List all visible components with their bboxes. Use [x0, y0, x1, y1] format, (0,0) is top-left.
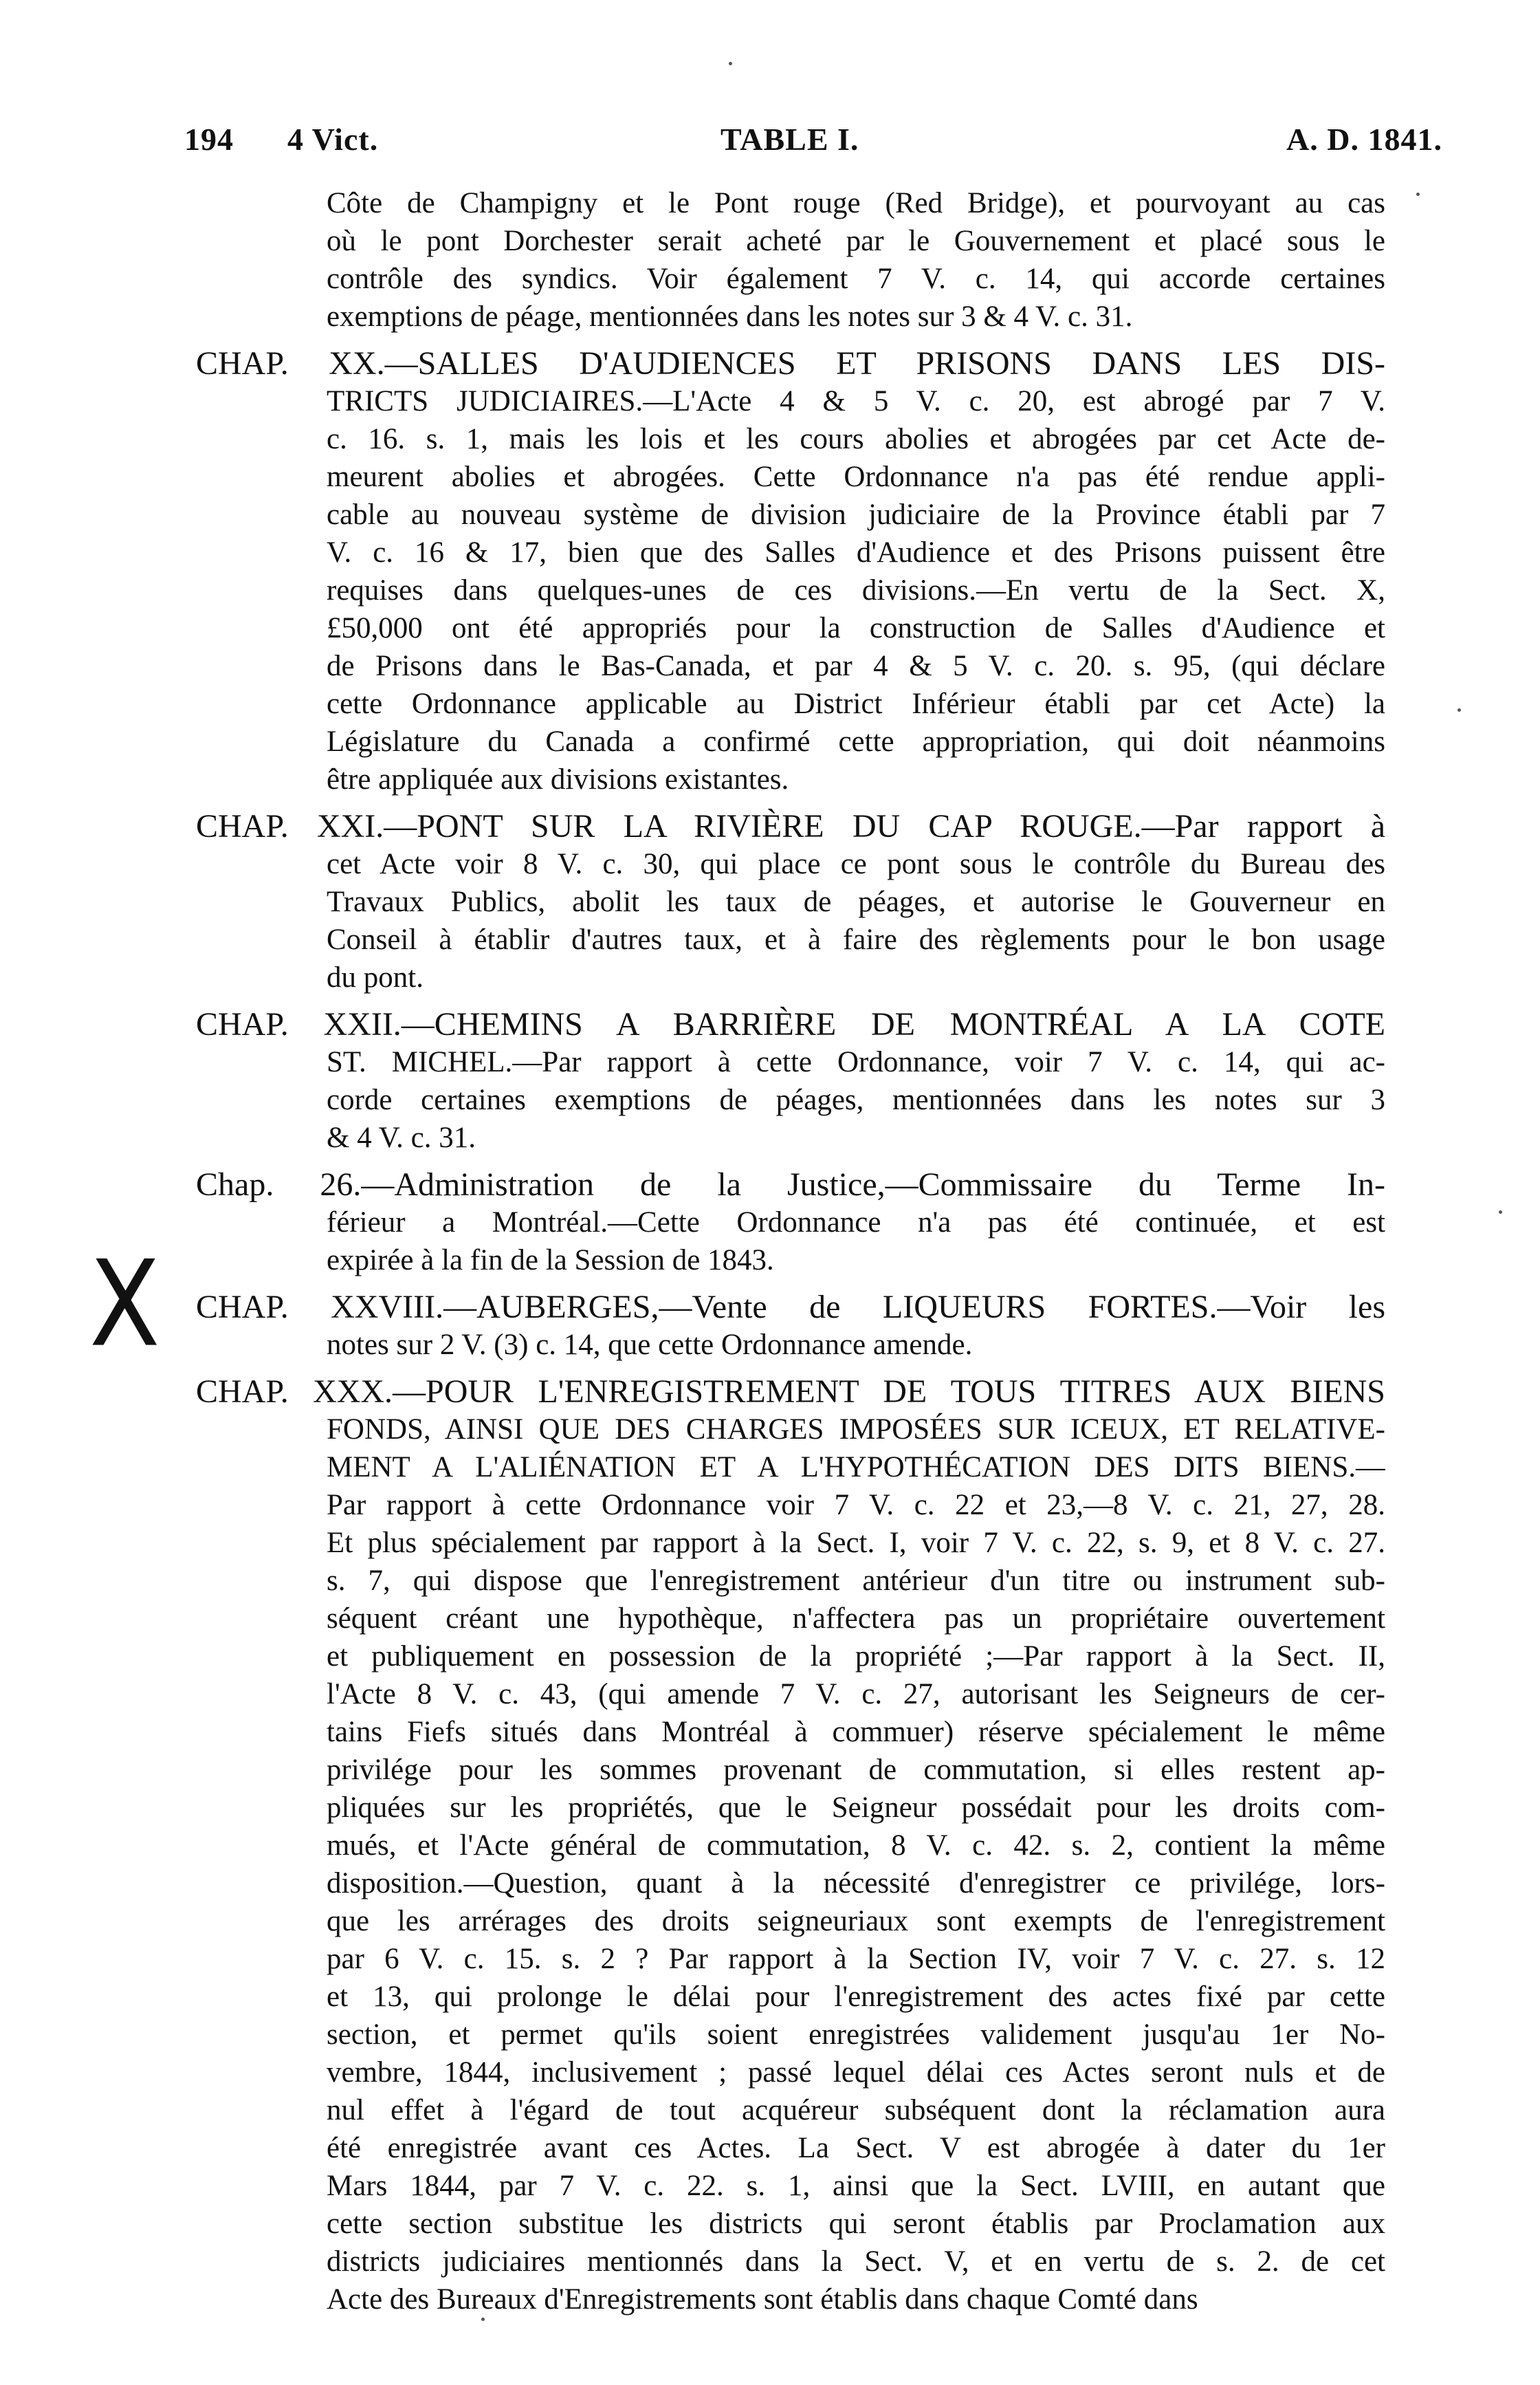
text-line: expirée à la fin de la Session de 1843.: [327, 1244, 774, 1276]
text-line: disposition.—Question, quant à la nécessité d'enregistrer ce privilége, lors-: [327, 1867, 1385, 1899]
text-line: férieur a Montréal.—Cette Ordonnance n'a pas été continuée, et est: [327, 1206, 1385, 1239]
text-line: privilége pour les sommes provenant de commutation, si elles restent ap-: [327, 1754, 1385, 1786]
text-line: tains Fiefs situés dans Montréal à commuer) réserve spécialement le même: [327, 1716, 1385, 1748]
text-line: notes sur 2 V. (3) c. 14, que cette Ordonnance amende.: [327, 1329, 973, 1361]
year-label: A. D. 1841.: [1286, 122, 1442, 157]
text-line: Mars 1844, par 7 V. c. 22. s. 1, ainsi que la Sect. LVIII, en autant que: [327, 2170, 1385, 2202]
chapter-entry: [0, 1166, 1540, 1279]
text-line: requises dans quelques-unes de ces divisions.—En vertu de la Sect. X,: [327, 574, 1385, 607]
text-line: CHAP. XXII.—CHEMINS A BARRIÈRE DE MONTRÉAL A LA COTE: [196, 1006, 1385, 1043]
text-line: Travaux Publics, abolit les taux de péages, et autorise le Gouverneur en: [327, 886, 1385, 918]
text-line: du pont.: [327, 961, 424, 994]
text-line: cet Acte voir 8 V. c. 30, qui place ce pont sous le contrôle du Bureau des: [327, 848, 1385, 880]
text-line: cable au nouveau système de division judiciaire de la Province établi par 7: [327, 499, 1385, 531]
text-line: Chap. 26.—Administration de la Justice,—Commissaire du Terme In-: [196, 1166, 1385, 1203]
text-line: districts judiciaires mentionnés dans la Sect. V, et en vertu de s. 2. de cet: [327, 2245, 1385, 2278]
text-line: meurent abolies et abrogées. Cette Ordonnance n'a pas été rendue appli-: [327, 461, 1385, 493]
scan-speck: [481, 2318, 485, 2321]
text-line: CHAP. XXX.—POUR L'ENREGISTREMENT DE TOUS TITRES AUX BIENS: [196, 1373, 1385, 1410]
text-line: cette Ordonnance applicable au District Inférieur établi par cet Acte) la: [327, 688, 1385, 720]
text-line: c. 16. s. 1, mais les lois et les cours abolies et abrogées par cet Acte de-: [327, 423, 1385, 455]
text-line: CHAP. XXVIII.—AUBERGES,—Vente de LIQUEURS FORTES.—Voir les: [196, 1289, 1385, 1325]
text-line: corde certaines exemptions de péages, mentionnées dans les notes sur 3: [327, 1084, 1385, 1116]
text-line: Par rapport à cette Ordonnance voir 7 V. c. 22 et 23,—8 V. c. 21, 27, 28.: [327, 1489, 1385, 1521]
text-line: TRICTS JUDICIAIRES.—L'Acte 4 & 5 V. c. 20, est abrogé par 7 V.: [327, 385, 1385, 417]
text-line: section, et permet qu'ils soient enregistrées validement jusqu'au 1er No-: [327, 2018, 1385, 2051]
text-line: par 6 V. c. 15. s. 2 ? Par rapport à la Section IV, voir 7 V. c. 27. s. 12: [327, 1943, 1385, 1975]
text-line: CHAP. XX.—SALLES D'AUDIENCES ET PRISONS DANS LES DIS-: [196, 345, 1385, 382]
text-line: l'Acte 8 V. c. 43, (qui amende 7 V. c. 27, autorisant les Seigneurs de cer-: [327, 1678, 1385, 1710]
text-line: £50,000 ont été appropriés pour la construction de Salles d'Audience et: [327, 612, 1385, 644]
text-line: séquent créant une hypothèque, n'affectera pas un propriétaire ouvertement: [327, 1602, 1385, 1635]
text-line: où le pont Dorchester serait acheté par le Gouvernement et placé sous le: [327, 225, 1385, 257]
text-line: FONDS, AINSI QUE DES CHARGES IMPOSÉES SUR ICEUX, ET RELATIVE-: [327, 1413, 1385, 1446]
text-line: CHAP. XXI.—PONT SUR LA RIVIÈRE DU CAP ROUGE.—Par rapport à: [196, 808, 1385, 845]
text-line: Législature du Canada a confirmé cette appropriation, qui doit néanmoins: [327, 726, 1385, 758]
text-line: que les arrérages des droits seigneuriaux sont exempts de l'enregistrement: [327, 1905, 1385, 1937]
chapter-entry: [0, 807, 1540, 997]
text-line: mués, et l'Acte général de commutation, 8 V. c. 42. s. 2, contient la même: [327, 1829, 1385, 1862]
chapter-entry: [0, 345, 1540, 798]
continued-paragraph: [0, 184, 1540, 336]
text-line: nul effet à l'égard de tout acquéreur subséquent dont la réclamation aura: [327, 2094, 1385, 2126]
chapter-entry: [0, 1288, 1540, 1364]
scan-speck: [1416, 193, 1420, 196]
text-line: MENT A L'ALIÉNATION ET A L'HYPOTHÉCATION DES DITS BIENS.—: [327, 1451, 1385, 1483]
text-line: Conseil à établir d'autres taux, et à faire des règlements pour le bon usage: [327, 924, 1385, 956]
text-line: été enregistrée avant ces Actes. La Sect. V est abrogée à dater du 1er: [327, 2132, 1385, 2164]
chapter-entry: [0, 1005, 1540, 1157]
text-line: et 13, qui prolonge le délai pour l'enregistrement des actes fixé par cette: [327, 1981, 1385, 2013]
text-line: s. 7, qui dispose que l'enregistrement antérieur d'un titre ou instrument sub-: [327, 1565, 1385, 1597]
text-line: Côte de Champigny et le Pont rouge (Red Bridge), et pourvoyant au cas: [327, 187, 1385, 219]
text-line: être appliquée aux divisions existantes.: [327, 763, 789, 796]
text-line: pliquées sur les propriétés, que le Seigneur possédait pour les droits com-: [327, 1792, 1385, 1824]
text-line: cette section substitue les districts qui seront établis par Proclamation aux: [327, 2208, 1385, 2240]
page-header: [184, 121, 1442, 169]
scan-speck: [1499, 1210, 1502, 1214]
page-number: 194: [184, 122, 234, 157]
text-line: de Prisons dans le Bas-Canada, et par 4 & 5 V. c. 20. s. 95, (qui déclare: [327, 650, 1385, 682]
scan-speck: [1458, 708, 1461, 712]
text-line: vembre, 1844, inclusivement ; passé lequel délai ces Actes seront nuls et de: [327, 2056, 1385, 2089]
margin-annotation: X: [89, 1235, 160, 1374]
text-line: ST. MICHEL.—Par rapport à cette Ordonnance, voir 7 V. c. 14, qui ac-: [327, 1046, 1385, 1078]
scan-speck: [729, 62, 732, 65]
text-line: & 4 V. c. 31.: [327, 1122, 476, 1154]
page-title: TABLE I.: [720, 122, 859, 157]
text-line: contrôle des syndics. Voir également 7 V. c. 14, qui accorde certaines: [327, 263, 1385, 295]
text-line: exemptions de péage, mentionnées dans les notes sur 3 & 4 V. c. 31.: [327, 301, 1133, 333]
text-line: Acte des Bureaux d'Enregistrements sont établis dans chaque Comté dans: [327, 2283, 1198, 2316]
document-body: [0, 184, 1540, 2327]
text-line: Et plus spécialement par rapport à la Sect. I, voir 7 V. c. 22, s. 9, et 8 V. c. 27.: [327, 1527, 1385, 1559]
chapter-entry: [0, 1373, 1540, 2318]
text-line: et publiquement en possession de la propriété ;—Par rapport à la Sect. II,: [327, 1640, 1385, 1673]
reign-label: 4 Vict.: [287, 122, 379, 157]
text-line: V. c. 16 & 17, bien que des Salles d'Audience et des Prisons puissent être: [327, 536, 1385, 569]
